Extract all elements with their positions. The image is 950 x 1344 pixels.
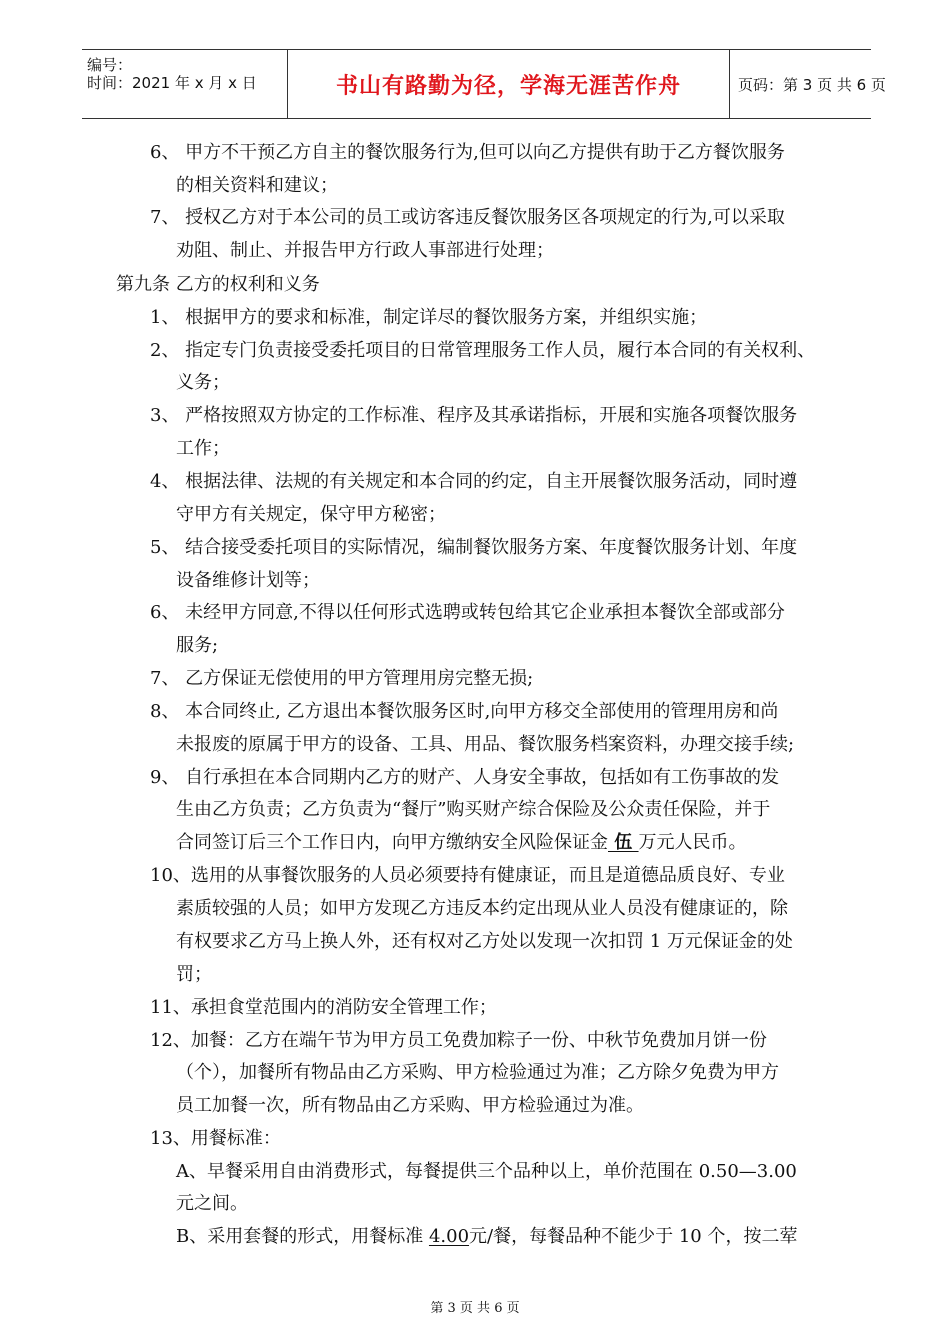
header-motto: 书山有路勤为径，学海无涯苦作舟 (335, 73, 681, 99)
body-text: B、采用套餐的形式，用餐标准 (176, 1226, 429, 1247)
header-page-label: 页码：第 3 页 共 6 页 (738, 75, 886, 94)
body-line: 7、 授权乙方对于本公司的员工或访客违反餐饮服务区各项规定的行为,可以采取 (150, 207, 785, 228)
header-page-cell (728, 50, 886, 118)
body-line: 守甲方有关规定，保守甲方秘密； (176, 504, 446, 525)
body-line: 劝阻、制止、并报告甲方行政人事部进行处理； (176, 240, 554, 261)
body-line: 服务; (176, 635, 219, 656)
page-footer: 第 3 页 共 6 页 (430, 1301, 520, 1316)
body-line: 2、 指定专门负责接受委托项目的日常管理服务工作人员，履行本合同的有关权利、 (150, 340, 816, 361)
meal-price: 4.00 (428, 1226, 470, 1247)
body-line: 7、 乙方保证无偿使用的甲方管理用房完整无损; (150, 668, 534, 689)
body-text: 元/餐，每餐品种不能少于 10 个，按二荤 (469, 1226, 798, 1247)
body-line: 员工加餐一次，所有物品由乙方采购、甲方检验通过为准。 (176, 1095, 644, 1116)
header-meta-cell (82, 50, 287, 118)
body-line: 4、 根据法律、法规的有关规定和本合同的约定，自主开展餐饮服务活动，同时遵 (150, 471, 798, 492)
body-text: 万元人民币。 (638, 832, 747, 853)
body-line: 6、 甲方不干预乙方自主的餐饮服务行为,但可以向乙方提供有助于乙方餐饮服务 (150, 142, 785, 163)
body-line: 未报废的原属于甲方的设备、工具、用品、餐饮服务档案资料，办理交接手续; (176, 734, 795, 755)
section-heading: 第九条 乙方的权利和义务 (116, 274, 320, 295)
body-line: 设备维修计划等； (176, 570, 320, 591)
body-line: 6、 未经甲方同意,不得以任何形式选聘或转包给其它企业承担本餐饮全部或部分 (150, 602, 785, 623)
body-line: 元之间。 (176, 1193, 248, 1214)
header-motto-cell (287, 50, 730, 118)
body-line: 11、承担食堂范围内的消防安全管理工作； (150, 997, 497, 1018)
body-line: 罚； (176, 964, 212, 985)
body-line: 8、 本合同终止, 乙方退出本餐饮服务区时,向甲方移交全部使用的管理用房和尚 (150, 701, 779, 722)
body-line: A、早餐采用自由消费形式，每餐提供三个品种以上，单价范围在 0.50—3.00 (176, 1161, 797, 1182)
body-line: 的相关资料和建议； (176, 175, 338, 196)
deposit-amount: 伍 (608, 832, 639, 853)
body-text: 合同签订后三个工作日内，向甲方缴纳安全风险保证金 (176, 832, 608, 853)
body-line (176, 831, 747, 855)
document-number-label: 编号： (87, 56, 133, 74)
body-line: 9、 自行承担在本合同期内乙方的财产、人身安全事故，包括如有工伤事故的发 (150, 767, 780, 788)
body-line: （个），加餐所有物品由乙方采购、甲方检验通过为准；乙方除夕免费为甲方 (176, 1062, 779, 1083)
body-line: 义务； (176, 372, 230, 393)
body-line: 12、加餐：乙方在端午节为甲方员工免费加粽子一份、中秋节免费加月饼一份 (150, 1030, 767, 1051)
body-line: 3、 严格按照双方协定的工作标准、程序及其承诺指标，开展和实施各项餐饮服务 (150, 405, 798, 426)
body-line: 工作； (176, 438, 230, 459)
body-line: 5、 结合接受委托项目的实际情况，编制餐饮服务方案、年度餐饮服务计划、年度 (150, 537, 798, 558)
body-line: 13、用餐标准： (150, 1128, 281, 1149)
body-line: 1、 根据甲方的要求和标准，制定详尽的餐饮服务方案，并组织实施； (150, 307, 708, 328)
body-line: 素质较强的人员；如甲方发现乙方违反本约定出现从业人员没有健康证的，除 (176, 898, 788, 919)
body-line: 生由乙方负责；乙方负责为“餐厅”购买财产综合保险及公众责任保险，并于 (176, 799, 771, 820)
body-line: 10、选用的从事餐饮服务的人员必须要持有健康证，而且是道德品质良好、专业 (150, 865, 785, 886)
document-header (82, 49, 886, 119)
body-line: 有权要求乙方马上换人外，还有权对乙方处以发现一次扣罚 1 万元保证金的处 (176, 931, 793, 952)
body-line (176, 1225, 797, 1249)
document-date-label: 时间：2021 年 x 月 x 日 (87, 74, 257, 92)
